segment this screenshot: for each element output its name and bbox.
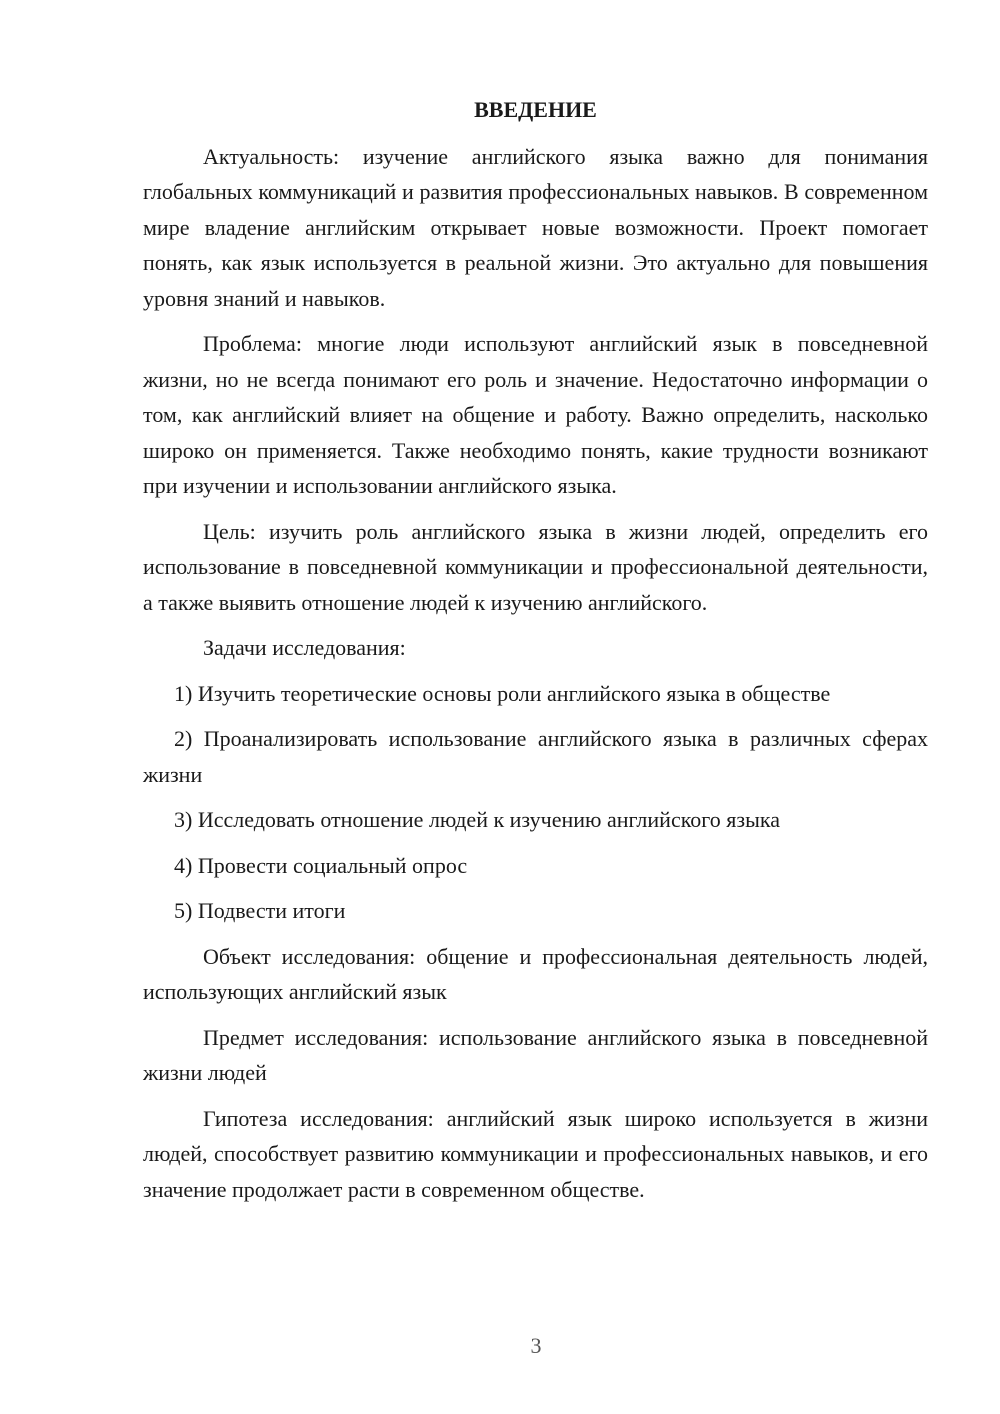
goal-paragraph: Цель: изучить роль английского языка в жизни людей, определить его использование в повседневной коммуникации и профессиональной деятельности, а также выявить отношение людей к изучению английского.: [143, 518, 928, 615]
task-item-1: 1) Изучить теоретические основы роли английского языка в обществе: [174, 680, 831, 706]
task-item-4: 4) Провести социальный опрос: [174, 852, 468, 878]
tasks-heading: Задачи исследования:: [203, 635, 406, 660]
subject-paragraph: Предмет исследования: использование английского языка в повседневной жизни людей: [143, 1024, 928, 1085]
tasks-list: [143, 676, 928, 929]
page-number: 3: [530, 1333, 542, 1358]
hypothesis-paragraph: Гипотеза исследования: английский язык широко используется в жизни людей, способствует развитию коммуникации и профессиональных навыков, и его значение продолжает расти в современном обществе.: [143, 1105, 928, 1202]
task-item-3: 3) Исследовать отношение людей к изучению английского языка: [174, 807, 780, 832]
object-paragraph: Объект исследования: общение и профессиональная деятельность людей, использующих английский язык: [143, 943, 928, 1004]
relevance-paragraph: Актуальность: изучение английского языка важно для понимания глобальных коммуникаций и развития профессиональных навыков. В современном мире владение английским открывает новые возможности. Проект помогает понять, как язык используется в реальной жизни. Это актуально для повышения уровня знаний и навыков.: [143, 143, 928, 311]
problem-paragraph: Проблема: многие люди используют английский язык в повседневной жизни, но не всегда понимают его роль и значение. Недостаточно информации о том, как английский влияет на общение и работу. Важно определить, насколько широко он применяется. Также необходимо понять, какие трудности возникают при изучении и использовании английского языка.: [143, 331, 928, 498]
task-item-2: 2) Проанализировать использование английского языка в различных сферах жизни: [143, 726, 928, 787]
section-title: ВВЕДЕНИЕ: [474, 97, 597, 122]
task-item-5: 5) Подвести итоги: [174, 898, 346, 923]
document-page: [143, 92, 928, 1207]
